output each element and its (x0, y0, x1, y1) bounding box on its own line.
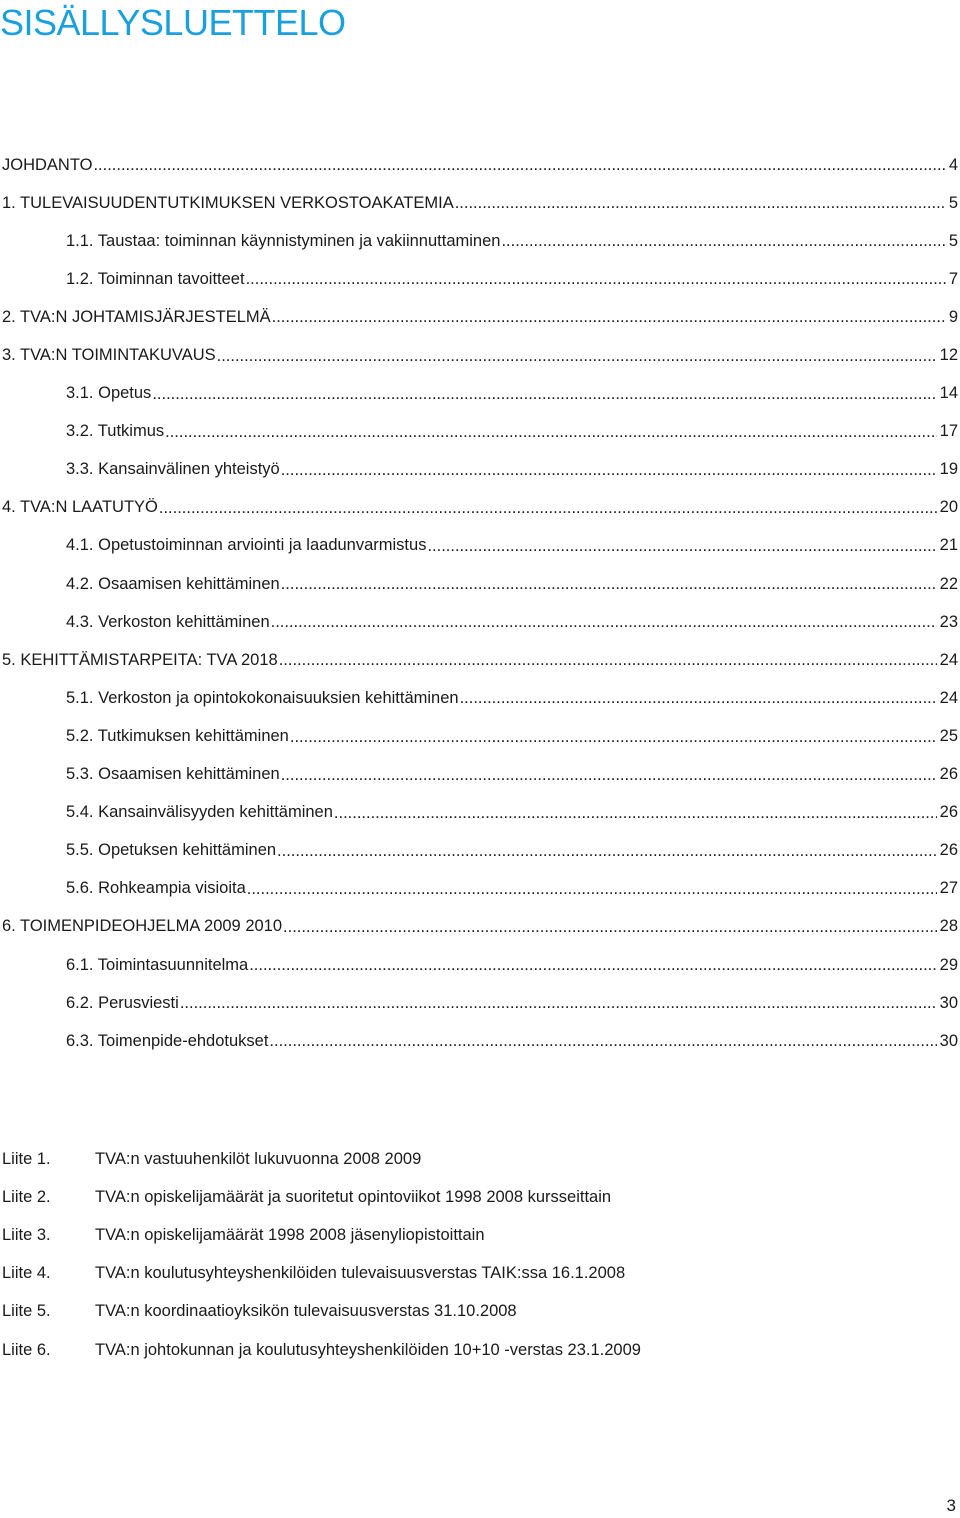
appendix-title: TVA:n johtokunnan ja koulutusyhteyshenkilöiden 10+10 -verstas 23.1.2009 (95, 1340, 641, 1359)
toc-entry-page: 25 (939, 726, 958, 745)
toc-entry-page: 5 (948, 193, 958, 212)
toc-entry[interactable] (0, 870, 960, 908)
appendix-item (0, 1255, 960, 1293)
toc-entry[interactable] (0, 298, 960, 336)
toc-entry-label: 5.5. Opetuksen kehittäminen (66, 841, 277, 860)
toc-entry[interactable] (0, 603, 960, 641)
toc-entry[interactable] (0, 641, 960, 679)
toc-entry-page: 29 (939, 955, 958, 974)
toc-entry-page: 24 (939, 688, 958, 707)
appendix-number: Liite 6. (2, 1340, 51, 1359)
toc-entry-page: 23 (939, 612, 958, 631)
toc-entry-page: 26 (939, 841, 958, 860)
appendix-number: Liite 2. (2, 1187, 51, 1206)
page-title: SISÄLLYSLUETTELO (0, 2, 346, 43)
dot-leader (152, 385, 936, 404)
toc-entry-label: 6. TOIMENPIDEOHJELMA 2009 2010 (2, 917, 283, 936)
toc-entry[interactable] (0, 146, 960, 184)
toc-entry[interactable] (0, 832, 960, 870)
toc-entry[interactable] (0, 527, 960, 565)
toc-entry[interactable] (0, 336, 960, 374)
toc-entry-page: 30 (939, 993, 958, 1012)
toc-entry-label: 5.2. Tutkimuksen kehittäminen (66, 726, 289, 745)
appendix-item (0, 1140, 960, 1178)
toc-entry[interactable] (0, 756, 960, 794)
dot-leader (279, 651, 937, 670)
dot-leader (247, 880, 937, 899)
toc-entry-label: 5. KEHITTÄMISTARPEITA: TVA 2018 (2, 650, 278, 669)
toc-entry[interactable] (0, 679, 960, 717)
toc-entry[interactable] (0, 184, 960, 222)
dot-leader (93, 156, 945, 175)
toc-entry-page: 30 (939, 1031, 958, 1050)
toc-entry-label: 3.1. Opetus (66, 384, 152, 403)
table-of-contents (0, 146, 960, 1060)
toc-entry[interactable] (0, 1022, 960, 1060)
dot-leader (334, 804, 937, 823)
toc-entry-page: 21 (939, 536, 958, 555)
toc-entry[interactable] (0, 222, 960, 260)
dot-leader (427, 537, 936, 556)
toc-entry-label: 2. TVA:N JOHTAMISJÄRJESTELMÄ (2, 307, 271, 326)
appendix-number: Liite 3. (2, 1225, 51, 1244)
dot-leader (246, 270, 946, 289)
toc-entry-page: 14 (939, 384, 958, 403)
dot-leader (290, 728, 937, 747)
toc-entry-label: 6.3. Toimenpide-ehdotukset (66, 1031, 269, 1050)
page-number: 3 (946, 1496, 956, 1515)
toc-entry-label: 1.1. Taustaa: toiminnan käynnistyminen ja vakiinnuttaminen (66, 231, 501, 250)
toc-entry[interactable] (0, 984, 960, 1022)
toc-entry-page: 27 (939, 879, 958, 898)
toc-entry-label: 4. TVA:N LAATUTYÖ (2, 498, 158, 517)
toc-entry[interactable] (0, 489, 960, 527)
toc-entry[interactable] (0, 565, 960, 603)
toc-entry-page: 9 (948, 307, 958, 326)
dot-leader (217, 347, 937, 366)
dot-leader (460, 689, 937, 708)
toc-entry[interactable] (0, 413, 960, 451)
toc-entry-label: 3. TVA:N TOIMINTAKUVAUS (2, 346, 216, 365)
dot-leader (159, 499, 937, 518)
toc-entry-page: 5 (948, 231, 958, 250)
appendix-item (0, 1178, 960, 1216)
appendix-title: TVA:n vastuuhenkilöt lukuvuonna 2008 2009 (95, 1149, 422, 1168)
appendix-number: Liite 5. (2, 1302, 51, 1321)
dot-leader (283, 918, 937, 937)
toc-entry-page: 12 (939, 346, 958, 365)
toc-entry-label: 4.1. Opetustoiminnan arviointi ja laadunvarmistus (66, 536, 427, 555)
toc-entry-label: 3.3. Kansainvälinen yhteistyö (66, 460, 280, 479)
toc-entry-label: 4.3. Verkoston kehittäminen (66, 612, 270, 631)
appendix-title: TVA:n opiskelijamäärät 1998 2008 jäsenyliopistoittain (95, 1225, 485, 1244)
toc-entry-label: 5.6. Rohkeampia visioita (66, 879, 246, 898)
dot-leader (281, 575, 937, 594)
appendix-title: TVA:n koordinaatioyksikön tulevaisuusverstas 31.10.2008 (95, 1302, 517, 1321)
appendix-item (0, 1216, 960, 1254)
toc-entry-page: 24 (939, 650, 958, 669)
toc-entry-page: 22 (939, 574, 958, 593)
appendix-title: TVA:n koulutusyhteyshenkilöiden tulevaisuusverstas TAIK:ssa 16.1.2008 (95, 1264, 626, 1283)
dot-leader (455, 194, 946, 213)
toc-entry-page: 7 (948, 269, 958, 288)
appendix-title: TVA:n opiskelijamäärät ja suoritetut opintoviikot 1998 2008 kursseittain (95, 1187, 612, 1206)
toc-entry-page: 19 (939, 460, 958, 479)
toc-entry-page: 20 (939, 498, 958, 517)
toc-entry[interactable] (0, 908, 960, 946)
dot-leader (180, 994, 937, 1013)
toc-entry-label: 1.2. Toiminnan tavoitteet (66, 269, 245, 288)
appendix-item (0, 1331, 960, 1369)
toc-entry-page: 4 (948, 155, 958, 174)
dot-leader (249, 956, 936, 975)
toc-entry-label: 6.1. Toimintasuunnitelma (66, 955, 249, 974)
dot-leader (272, 308, 946, 327)
appendix-list (0, 1140, 960, 1369)
appendix-number: Liite 1. (2, 1149, 51, 1168)
dot-leader (165, 423, 937, 442)
toc-entry-label: 6.2. Perusviesti (66, 993, 179, 1012)
dot-leader (281, 461, 937, 480)
toc-entry-page: 26 (939, 765, 958, 784)
dot-leader (277, 842, 937, 861)
dot-leader (269, 1032, 936, 1051)
appendix-item (0, 1293, 960, 1331)
toc-entry[interactable] (0, 451, 960, 489)
toc-entry-page: 26 (939, 803, 958, 822)
toc-entry-label: 1. TULEVAISUUDENTUTKIMUKSEN VERKOSTOAKATEMIA (2, 193, 454, 212)
toc-entry[interactable] (0, 717, 960, 755)
toc-entry[interactable] (0, 260, 960, 298)
toc-entry[interactable] (0, 946, 960, 984)
appendix-number: Liite 4. (2, 1264, 51, 1283)
toc-entry[interactable] (0, 375, 960, 413)
toc-entry-page: 17 (939, 422, 958, 441)
toc-entry-label: 5.3. Osaamisen kehittäminen (66, 765, 280, 784)
dot-leader (281, 766, 937, 785)
toc-entry-label: 5.4. Kansainvälisyyden kehittäminen (66, 803, 333, 822)
dot-leader (271, 613, 937, 632)
toc-entry-label: 5.1. Verkoston ja opintokokonaisuuksien kehittäminen (66, 688, 459, 707)
dot-leader (501, 232, 945, 251)
toc-entry-page: 28 (939, 917, 958, 936)
toc-entry-label: 4.2. Osaamisen kehittäminen (66, 574, 280, 593)
toc-entry-label: 3.2. Tutkimus (66, 422, 165, 441)
toc-entry-label: JOHDANTO (2, 155, 93, 174)
toc-entry[interactable] (0, 794, 960, 832)
